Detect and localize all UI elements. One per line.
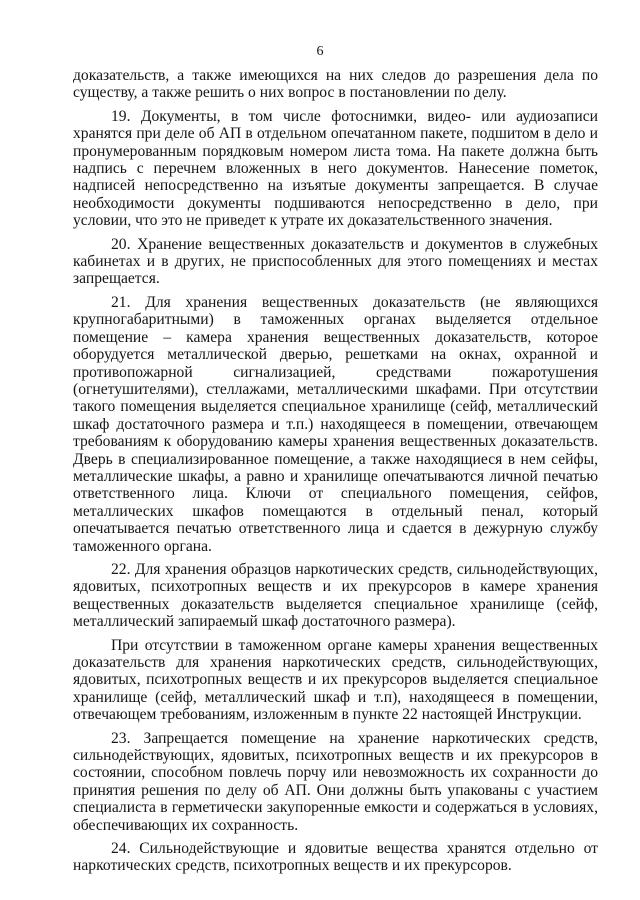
page-number: 6 xyxy=(316,44,324,59)
document-body xyxy=(73,67,598,881)
paragraph-20: 20. Хранение вещественных доказательств и документов в служебных кабинетах и в других, не приспособленных для этого помещениях и местах запрещается. xyxy=(73,235,598,288)
paragraph-23: 23. Запрещается помещение на хранение наркотических средств, сильнодействующих, ядовитых, психотропных веществ и их прекурсоров в состоянии, способном повлечь порчу или невозможность их сохранности до принятия решения по делу об АП. Они должны быть упакованы с участием специалиста в герметически закупоренные емкости и содержаться в условиях, обеспечивающих их сохранность. xyxy=(73,729,598,834)
paragraph-22-addendum: При отсутствии в таможенном органе камеры хранения вещественных доказательств для хранения наркотических средств, сильнодействующих, ядовитых, психотропных веществ и их прекурсоров выделяется специальное хранилище (сейф, металлический шкаф и т.п), находящееся в помещении, отвечающем требованиям, изложенным в пункте 22 настоящей Инструкции. xyxy=(73,636,598,724)
paragraph-22: 22. Для хранения образцов наркотических средств, сильнодействующих, ядовитых, психотропных веществ и их прекурсоров в камере хранения вещественных доказательств выделяется специальное хранилище (сейф, металлический запираемый шкаф достаточного размера). xyxy=(73,560,598,631)
paragraph-21: 21. Для хранения вещественных доказательств (не являющихся крупногабаритными) в таможенных органах выделяется отдельное помещение – камера хранения вещественных доказательств, которое оборудуется металлической дверью, решетками на окнах, охранной и противопожарной сигнализацией, средствами пожаротушения (огнетушителями), стеллажами, металлическими шкафами. При отсутствии такого помещения выделяется специальное хранилище (сейф, металлический шкаф достаточного размера и т.п.) находящееся в помещении, отвечающем требованиям к оборудованию камеры хранения вещественных доказательств. Дверь в специализированное помещение, а также находящиеся в нем сейфы, металлические шкафы, а равно и хранилище опечатываются личной печатью ответственного лица. Ключи от специального помещения, сейфов, металлических шкафов помещаются в отдельный пенал, который опечатывается печатью ответственного лица и сдается в дежурную службу таможенного органа. xyxy=(73,293,598,555)
paragraph-19: 19. Документы, в том числе фотоснимки, видео- или аудиозаписи хранятся при деле об АП в отдельном опечатанном пакете, подшитом в дело и пронумерованным порядковым номером листа тома. На пакете должна быть надпись с перечнем вложенных в него документов. Нанесение пометок, надписей непосредственно на изъятые документы запрещается. В случае необходимости документы подшиваются непосредственно в дело, при условии, что это не приведет к утрате их доказательственного значения. xyxy=(73,107,598,230)
paragraph-24: 24. Сильнодействующие и ядовитые вещества хранятся отдельно от наркотических средств, психотропных веществ и их прекурсоров. xyxy=(73,840,598,875)
paragraph-continuation: доказательств, а также имеющихся на них следов до разрешения дела по существу, а также решить о них вопрос в постановлении по делу. xyxy=(73,67,598,102)
